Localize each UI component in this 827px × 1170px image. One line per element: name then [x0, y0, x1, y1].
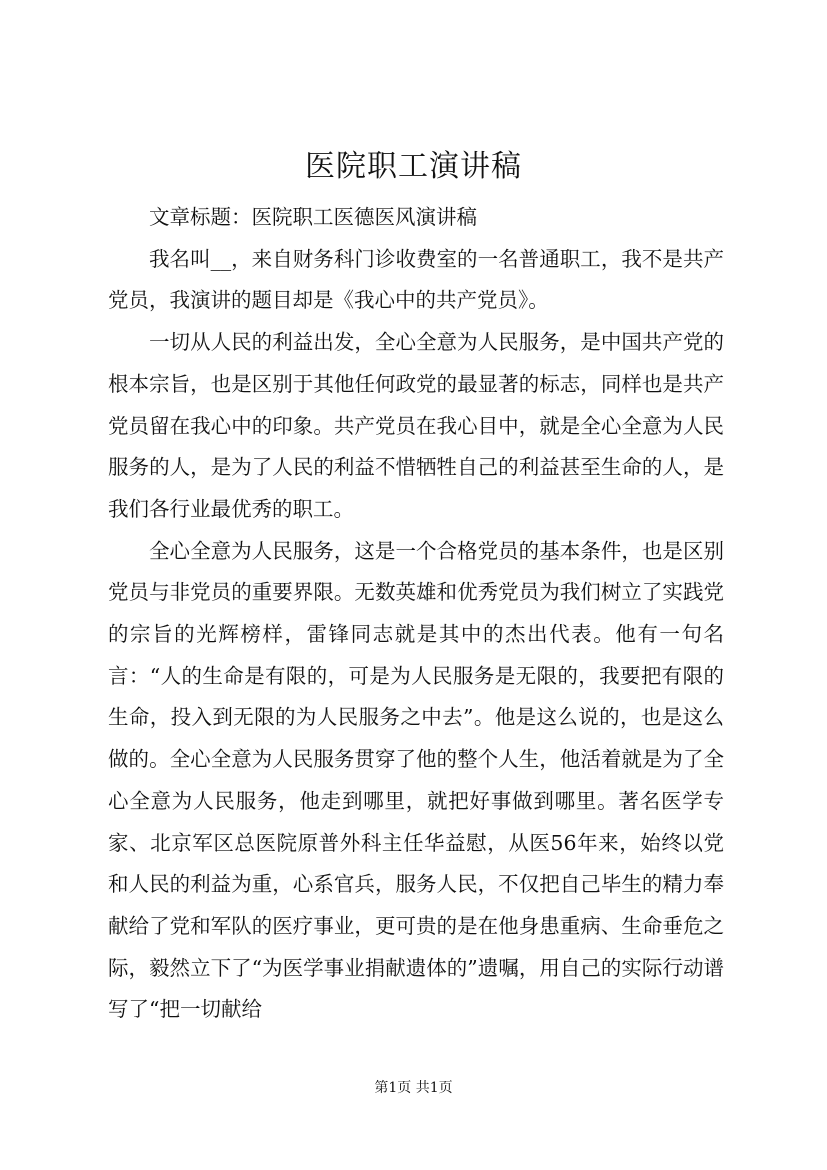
paragraph: 我名叫__，来自财务科门诊收费室的一名普通职工，我不是共产党员，我演讲的题目却是《我心中的共产党员》。	[108, 246, 724, 313]
article-title-line: 文章标题：医院职工医德医风演讲稿	[149, 205, 477, 229]
paragraph: 一切从人民的利益出发，全心全意为人民服务，是中国共产党的根本宗旨，也是区别于其他任何政党的最显著的标志，同样也是共产党员留在我心中的印象。共产党员在我心目中，就是全心全意为人民服务的人，是为了人民的利益不惜牺牲自己的利益甚至生命的人，是我们各行业最优秀的职工。	[108, 330, 724, 521]
document-body	[108, 197, 724, 1031]
paragraph: 全心全意为人民服务，这是一个合格党员的基本条件，也是区别党员与非党员的重要界限。无数英雄和优秀党员为我们树立了实践党的宗旨的光辉榜样，雷锋同志就是其中的杰出代表。他有一句名言：“人的生命是有限的，可是为人民服务是无限的，我要把有限的生命，投入到无限的为人民服务之中去”。他是这么说的，也是这么做的。全心全意为人民服务贯穿了他的整个人生，他活着就是为了全心全意为人民服务，他走到哪里，就把好事做到哪里。著名医学专家、北京军区总医院原普外科主任华益慰，从医56年来，始终以党和人民的利益为重，心系官兵，服务人民，不仅把自己毕生的精力奉献给了党和军队的医疗事业，更可贵的是在他身患重病、生命垂危之际，毅然立下了“为医学事业捐献遗体的”遗嘱，用自己的实际行动谱写了“把一切献给	[108, 538, 724, 1022]
document-title: 医院职工演讲稿	[305, 149, 522, 184]
page-footer: 第1页 共1页	[374, 1080, 453, 1096]
